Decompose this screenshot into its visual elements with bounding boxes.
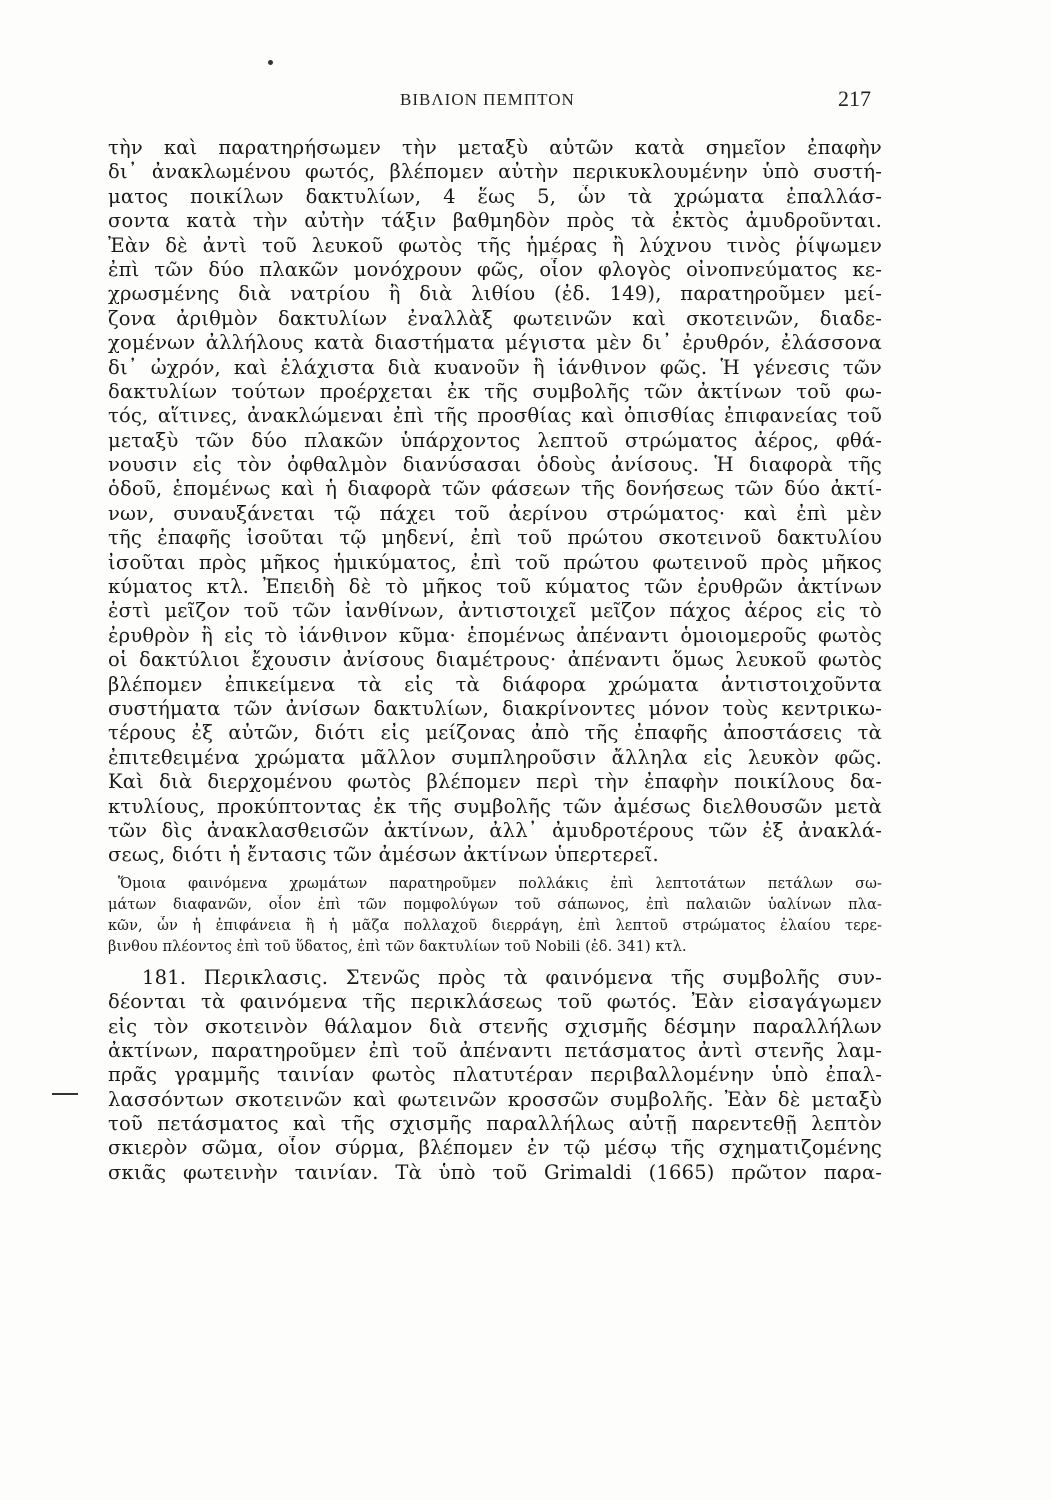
- text-line: τέρους ἐξ αὐτῶν, διότι εἰς μείζονας ἀπὸ τῆς ἐπαφῆς ἀποστάσεις τὰ: [108, 721, 882, 745]
- text-line: σοντα κατὰ τὴν αὐτὴν τάξιν βαθμηδὸν πρὸς τὰ ἐκτὸς ἀμυδροῦνται.: [108, 209, 882, 233]
- text-line: τός, αἵτινες, ἀνακλώμεναι ἐπὶ τῆς προσθίας καὶ ὀπισθίας ἐπιφανείας τοῦ: [108, 404, 882, 428]
- text-line: πρᾶς γραμμῆς ταινίαν φωτὸς πλατυτέραν περιβαλλομένην ὑπὸ ἐπαλ-: [108, 1063, 882, 1087]
- text-line: κτυλίους, προκύπτοντας ἐκ τῆς συμβολῆς τῶν ἀμέσως διελθουσῶν μετὰ: [108, 794, 882, 818]
- text-line: ἐπὶ τῶν δύο πλακῶν μονόχρουν φῶς, οἷον φλογὸς οἰνοπνεύματος κε-: [108, 257, 882, 281]
- text-line: ζονα ἀριθμὸν δακτυλίων ἐναλλὰξ φωτεινῶν καὶ σκοτεινῶν, διαδε-: [108, 306, 882, 330]
- text-line: τοῦ πετάσματος καὶ τῆς σχισμῆς παραλλήλως αὐτῇ παρεντεθῇ λεπτὸν: [108, 1112, 882, 1136]
- margin-mark: [52, 1093, 78, 1095]
- text-line: τὴν καὶ παρατηρήσωμεν τὴν μεταξὺ αὐτῶν κατὰ σημεῖον ἐπαφὴν: [108, 136, 882, 159]
- text-line: δέονται τὰ φαινόμενα τῆς περικλάσεως τοῦ φωτός. Ἐὰν εἰσαγάγωμεν: [108, 990, 882, 1014]
- text-line: λασσόντων σκοτεινῶν καὶ φωτεινῶν κροσσῶν συμβολῆς. Ἐὰν δὲ μεταξὺ: [108, 1087, 882, 1111]
- text-line: Καὶ διὰ διερχομένου φωτὸς βλέπομεν περὶ τὴν ἐπαφὴν ποικίλους δα-: [108, 770, 882, 794]
- section-heading-line: 181. Περικλασις. Στενῶς πρὸς τὰ φαινόμενα τῆς συμβολῆς συν-: [142, 965, 882, 989]
- text-line: νων, συναυξάνεται τῷ πάχει τοῦ ἀερίνου στρώματος· καὶ ἐπὶ μὲν: [108, 501, 882, 525]
- text-line: σκιᾶς φωτεινὴν ταινίαν. Τὰ ὑπὸ τοῦ Grimaldi (1665) πρῶτον παρα-: [108, 1160, 882, 1184]
- section-181: [108, 966, 882, 1186]
- text-line: κύματος κτλ. Ἐπειδὴ δὲ τὸ μῆκος τοῦ κύματος τῶν ἐρυθρῶν ἀκτίνων: [108, 575, 882, 599]
- print-speck: [268, 60, 273, 65]
- running-head: ΒΙΒΛΙΟΝ ΠΕΜΠΤΟΝ: [400, 90, 575, 109]
- text-line: ἀκτίνων, παρατηροῦμεν ἐπὶ τοῦ ἀπέναντι πετάσματος ἀντὶ στενῆς λαμ-: [108, 1038, 882, 1062]
- text-line: οἱ δακτύλιοι ἔχουσιν ἀνίσους διαμέτρους· ἀπέναντι ὅμως λευκοῦ φωτὸς: [108, 648, 882, 672]
- text-line: δι᾽ ὠχρόν, καὶ ἐλάχιστα διὰ κυανοῦν ἢ ἰάνθινον φῶς. Ἡ γένεσις τῶν: [108, 355, 882, 379]
- text-line: μεταξὺ τῶν δύο πλακῶν ὑπάρχοντος λεπτοῦ στρώματος ἀέρος, φθά-: [108, 428, 882, 452]
- note-line: βινθου πλέοντος ἐπὶ τοῦ ὕδατος, ἐπὶ τῶν δακτυλίων τοῦ Nobili (ἐδ. 341) κτλ.: [108, 938, 687, 955]
- text-line: συστήματα τῶν ἀνίσων δακτυλίων, διακρίνοντες μόνον τοὺς κεντρικω-: [108, 696, 882, 720]
- text-line: ὁδοῦ, ἑπομένως καὶ ἡ διαφορὰ τῶν φάσεων τῆς δονήσεως τῶν δύο ἀκτί-: [108, 477, 882, 501]
- text-line: ἐρυθρὸν ἢ εἰς τὸ ἰάνθινον κῦμα· ἑπομένως ἀπέναντι ὁμοιομεροῦς φωτὸς: [108, 623, 882, 647]
- note-line: μάτων διαφανῶν, οἷον ἐπὶ τῶν πομφολύγων τοῦ σάπωνος, ἐπὶ παλαιῶν ὑαλίνων πλα-: [108, 896, 882, 913]
- note-line: κῶν, ὧν ἡ ἐπιφάνεια ἢ ἡ μᾶζα πολλαχοῦ διερράγη, ἐπὶ λεπτοῦ στρώματος ἐλαίου τερε-: [108, 917, 882, 934]
- text-line: δι᾽ ἀνακλωμένου φωτός, βλέπομεν αὐτὴν περικυκλουμένην ὑπὸ συστή-: [108, 160, 882, 184]
- text-line: ἐπιτεθειμένα χρώματα μᾶλλον συμπληροῦσιν ἄλληλα εἰς λευκὸν φῶς.: [108, 745, 882, 769]
- text-line: βλέπομεν ἐπικείμενα τὰ εἰς τὰ διάφορα χρώματα ἀντιστοιχοῦντα: [108, 672, 882, 696]
- text-line: νουσιν εἰς τὸν ὀφθαλμὸν διανύσασαι ὁδοὺς ἀνίσους. Ἡ διαφορὰ τῆς: [108, 453, 882, 477]
- text-line: ἐστὶ μεῖζον τοῦ τῶν ἰανθίνων, ἀντιστοιχεῖ μεῖζον πάχος ἀέρος εἰς τὸ: [108, 599, 882, 623]
- text-line: χομένων ἀλλήλους κατὰ διαστήματα μέγιστα μὲν δι᾽ ἐρυθρόν, ἐλάσσονα: [108, 331, 882, 355]
- text-line: τῆς ἐπαφῆς ἰσοῦται τῷ μηδενί, ἐπὶ τοῦ πρώτου σκοτεινοῦ δακτυλίου: [108, 526, 882, 550]
- text-line: Ἐὰν δὲ ἀντὶ τοῦ λευκοῦ φωτὸς τῆς ἡμέρας ἢ λύχνου τινὸς ῥίψωμεν: [108, 233, 882, 257]
- footnote-paragraph: [108, 874, 882, 958]
- page-number: 217: [838, 86, 871, 111]
- text-line: ματος ποικίλων δακτυλίων, 4 ἕως 5, ὧν τὰ χρώματα ἐπαλλάσ-: [108, 184, 882, 208]
- text-line: σκιερὸν σῶμα, οἷον σύρμα, βλέπομεν ἐν τῷ μέσῳ τῆς σχηματιζομένης: [108, 1136, 882, 1160]
- text-line: δακτυλίων τούτων προέρχεται ἐκ τῆς συμβολῆς τῶν ἀκτίνων τοῦ φω-: [108, 379, 882, 403]
- text-line: τῶν δὶς ἀνακλασθεισῶν ἀκτίνων, ἀλλ᾽ ἀμυδροτέρους τῶν ἐξ ἀνακλά-: [108, 818, 882, 842]
- text-line: ἰσοῦται πρὸς μῆκος ἡμικύματος, ἐπὶ τοῦ πρώτου φωτεινοῦ πρὸς μῆκος: [108, 550, 882, 574]
- text-line: σεως, διότι ἡ ἔντασις τῶν ἀμέσων ἀκτίνων ὑπερτερεῖ.: [108, 843, 659, 867]
- note-line: Ὅμοια φαινόμενα χρωμάτων παρατηροῦμεν πολλάκις ἐπὶ λεπτοτάτων πετάλων σω-: [118, 875, 882, 892]
- main-paragraph: [108, 136, 882, 868]
- text-line: χρωσμένης διὰ νατρίου ἢ διὰ λιθίου (ἐδ. 149), παρατηροῦμεν μεί-: [108, 282, 882, 306]
- body-text: [108, 136, 882, 1185]
- text-line: εἰς τὸν σκοτεινὸν θάλαμον διὰ στενῆς σχισμῆς δέσμην παραλλήλων: [108, 1014, 882, 1038]
